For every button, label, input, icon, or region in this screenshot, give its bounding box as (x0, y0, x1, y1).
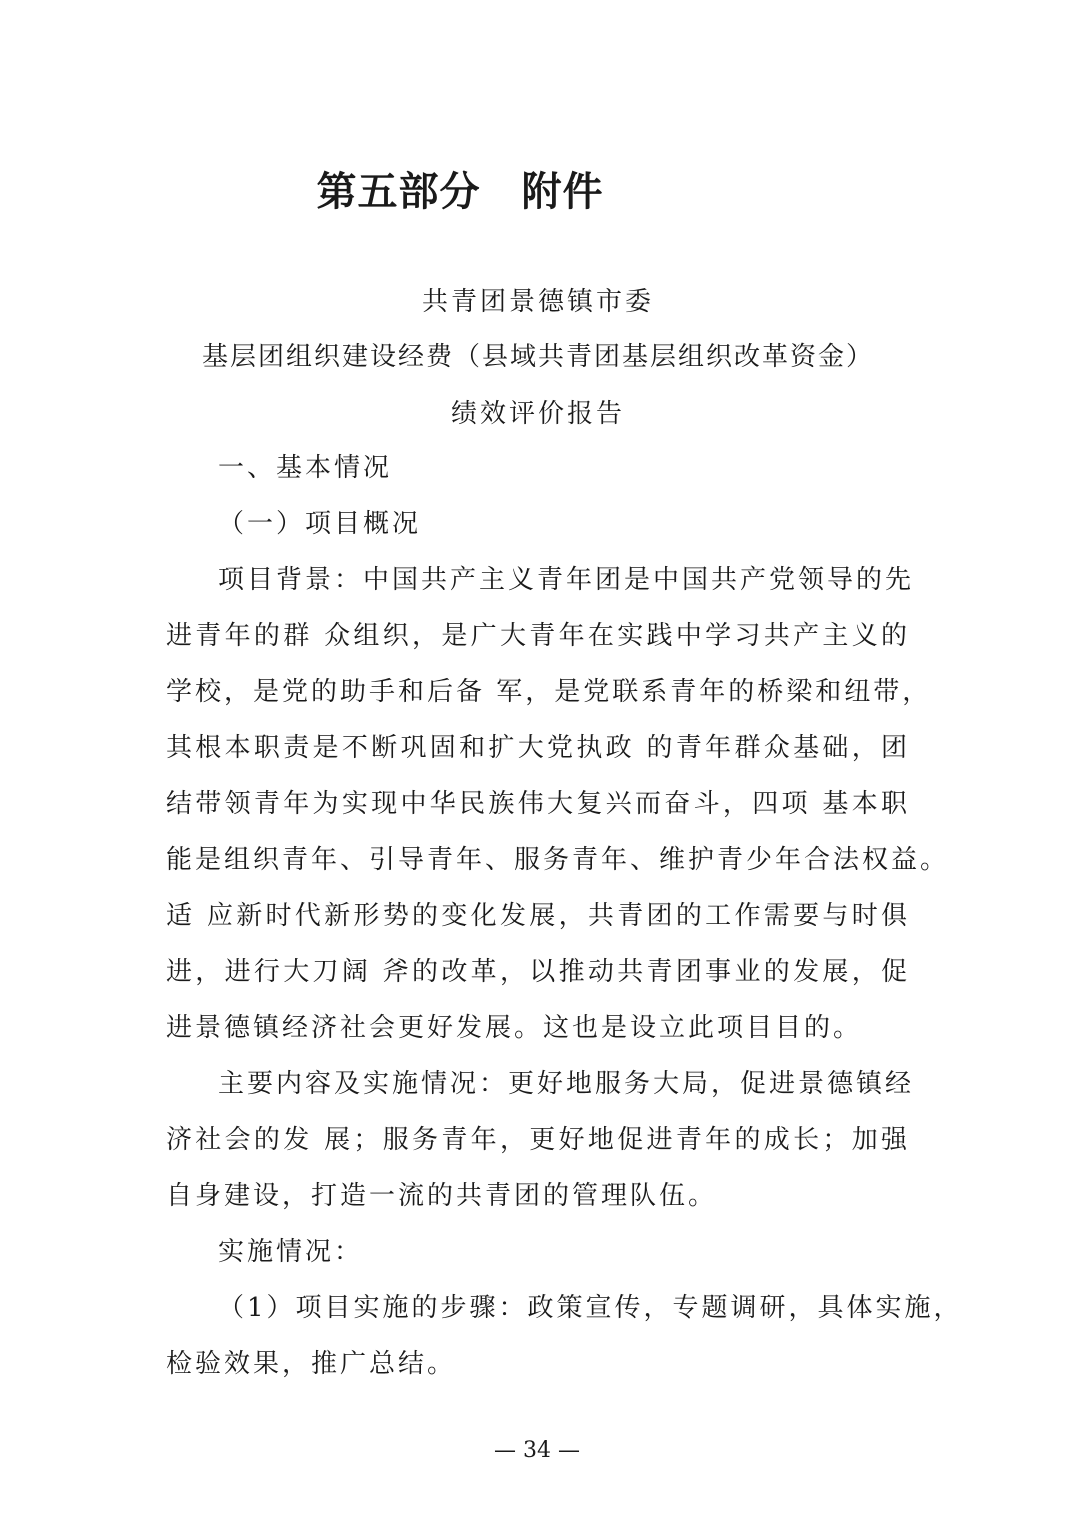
report-title-line-2: 基层团组织建设经费（县域共青团基层组织改革资金） (201, 342, 874, 372)
body-line: 主要内容及实施情况：更好地服务大局，促进景德镇经 (218, 1069, 915, 1099)
report-title-line-3: 绩效评价报告 (450, 399, 625, 429)
body-line: 适 应新时代新形势的变化发展，共青团的工作需要与时俱 (166, 901, 910, 931)
body-line: 进青年的群 众组织，是广大青年在实践中学习共产主义的 (166, 621, 910, 651)
body-line: 其根本职责是不断巩固和扩大党执政 的青年群众基础，团 (166, 733, 910, 763)
body-line: （1）项目实施的步骤：政策宣传，专题调研，具体实施， (218, 1293, 963, 1323)
body-line: 自身建设，打造一流的共青团的管理队伍。 (166, 1181, 718, 1211)
body-line: 实施情况： (218, 1237, 364, 1267)
body-line: 济社会的发 展；服务青年，更好地促进青年的成长；加强 (166, 1125, 910, 1155)
body-line: 进，进行大刀阔 斧的改革，以推动共青团事业的发展，促 (166, 957, 910, 987)
report-title-line-1: 共青团景德镇市委 (421, 287, 654, 317)
body-line: 学校，是党的助手和后备 军，是党联系青年的桥梁和纽带， (166, 677, 932, 707)
body-line: 能是组织青年、引导青年、服务青年、维护青少年合法权益。 (166, 845, 950, 875)
section-heading-basic: 一、基本情况 (218, 453, 393, 483)
body-line: 进景德镇经济社会更好发展。这也是设立此项目目的。 (166, 1013, 863, 1043)
body-line: 结带领青年为实现中华民族伟大复兴而奋斗，四项 基本职 (166, 789, 910, 819)
body-line: 项目背景：中国共产主义青年团是中国共产党领导的先 (218, 565, 915, 595)
page-number: — 34 — (494, 1438, 580, 1463)
subsection-heading-overview: （一）项目概况 (218, 509, 422, 539)
body-line: 检验效果，推广总结。 (166, 1349, 457, 1379)
part-title: 第五部分 附件 (316, 169, 604, 215)
